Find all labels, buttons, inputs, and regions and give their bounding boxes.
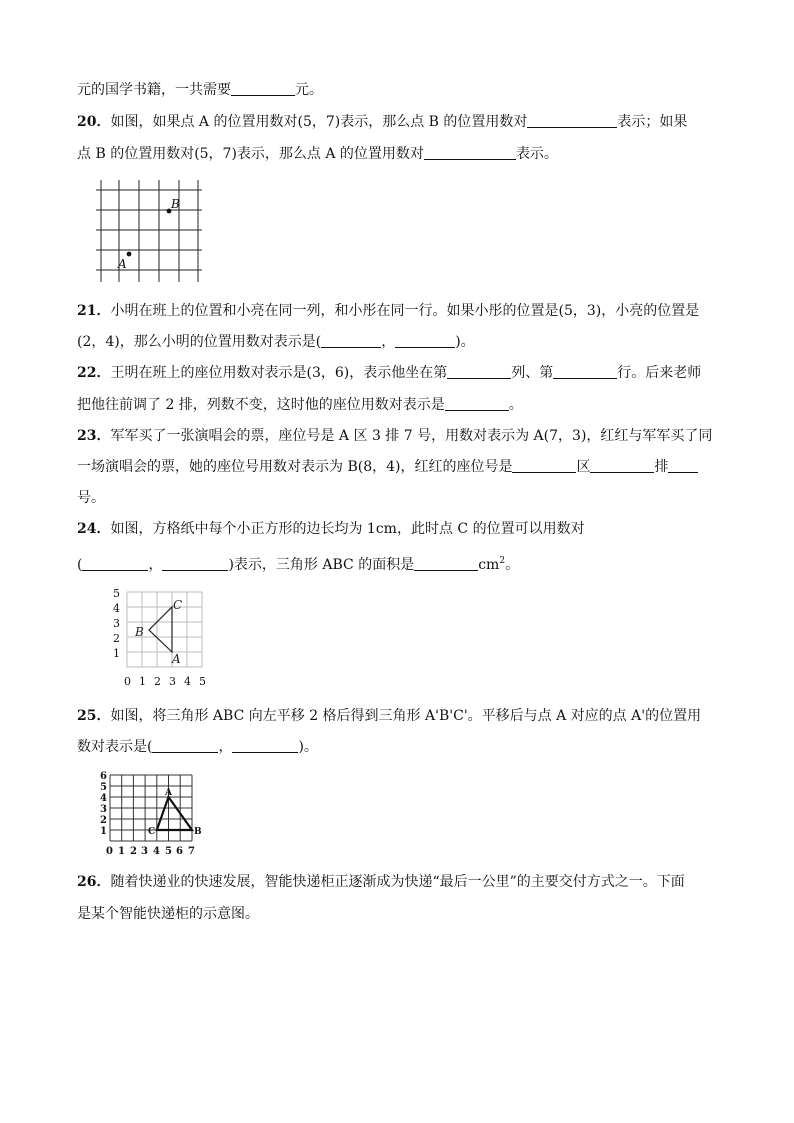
q24-x-tick: 3 — [169, 675, 176, 688]
q25-x-tick: 6 — [176, 846, 183, 857]
q22-blank-1[interactable] — [447, 364, 511, 379]
q23-number: 23． — [77, 428, 111, 444]
q22-text-2: 把他往前调了 2 排，列数不变，这时他的座位用数对表示是 — [77, 397, 445, 413]
q22-text-b: 列、第 — [511, 365, 554, 381]
q24-text-end: 。 — [505, 557, 520, 573]
q25-y-tick: 3 — [100, 804, 107, 815]
q20-point-a — [127, 252, 132, 257]
q24-paren: ( — [77, 557, 83, 573]
q25-y-tick: 5 — [100, 782, 107, 793]
q24-grid-figure — [110, 586, 220, 690]
q22-blank-2[interactable] — [553, 364, 617, 379]
q25-line-1 — [77, 706, 701, 726]
q24-blank-3[interactable] — [414, 556, 478, 571]
q26-number: 26． — [77, 874, 111, 890]
q25-text-2: 数对表示是( — [77, 739, 153, 755]
q23-text-3: 号。 — [77, 490, 105, 506]
q20-number: 20． — [77, 114, 111, 130]
q23-blank-2[interactable] — [590, 458, 654, 473]
q25-sep: ， — [218, 739, 233, 755]
q22-number: 22． — [77, 365, 111, 381]
q20-blank-1[interactable] — [527, 113, 617, 128]
q24-line-1 — [77, 519, 585, 539]
q22-text: 王明在班上的座位用数对表示是(3，6)，表示他坐在第 — [110, 365, 448, 381]
q20-label-a: A — [118, 257, 127, 271]
q20-line-1 — [77, 112, 687, 132]
q23-line-2 — [77, 457, 698, 477]
q21-text-2: (2，4)，那么小明的位置用数对表示是( — [77, 334, 322, 350]
q19-line — [77, 80, 323, 100]
q24-y-tick: 4 — [113, 602, 120, 615]
q25-number: 25． — [77, 708, 111, 724]
q25-y-tick: 1 — [100, 826, 107, 837]
q25-label-b: B — [194, 827, 202, 837]
q20-grid-figure — [96, 178, 206, 288]
q24-x-tick: 1 — [139, 675, 146, 688]
q24-y-tick: 2 — [113, 632, 120, 645]
q20-text: 如图，如果点 A 的位置用数对(5，7)表示，那么点 B 的位置用数对 — [110, 114, 528, 130]
q25-y-tick: 2 — [100, 815, 107, 826]
q19-text: 元的国学书籍，一共需要 — [77, 82, 231, 98]
q24-text-2: )表示，三角形 ABC 的面积是 — [228, 557, 415, 573]
q23-blank-3[interactable] — [668, 458, 698, 473]
q25-x-tick: 5 — [165, 846, 172, 857]
q25-label-c: C — [148, 827, 156, 837]
q25-text: 如图，将三角形 ABC 向左平移 2 格后得到三角形 A'B'C'。平移后与点 A 对应的点 A'的位置用 — [110, 708, 702, 724]
q24-sep: ， — [148, 557, 163, 573]
q24-line-2 — [77, 551, 519, 575]
q24-x-tick: 2 — [154, 675, 161, 688]
q25-line-2 — [77, 737, 318, 757]
q25-x-tick: 0 — [106, 846, 113, 857]
q22-line-1 — [77, 363, 701, 383]
q25-y-axis-labels — [100, 771, 107, 837]
q24-x-tick: 5 — [199, 675, 206, 688]
q20-text-2b: 表示。 — [515, 146, 558, 162]
q25-blank-2[interactable] — [232, 738, 298, 753]
q25-grid-figure — [98, 770, 208, 860]
q21-blank-1[interactable] — [321, 333, 381, 348]
q25-label-a: A — [165, 788, 172, 798]
q24-text: 如图，方格纸中每个小正方形的边长均为 1cm，此时点 C 的位置可以用数对 — [110, 521, 585, 537]
q25-triangle — [157, 797, 192, 830]
q22-text-c: 行。后来老师 — [617, 365, 702, 381]
q21-line-1 — [77, 301, 699, 321]
q23-line-3 — [77, 488, 105, 508]
q25-x-tick: 1 — [118, 846, 125, 857]
q21-number: 21． — [77, 303, 111, 319]
q24-x-tick: 4 — [184, 675, 191, 688]
q25-y-tick: 4 — [100, 793, 107, 804]
q24-blank-1[interactable] — [82, 556, 148, 571]
q21-line-2 — [77, 332, 475, 352]
q23-line-1 — [77, 426, 712, 446]
q25-x-axis-labels — [106, 846, 195, 857]
q24-y-tick: 1 — [113, 647, 120, 660]
q20-blank-2[interactable] — [424, 145, 516, 160]
q25-blank-1[interactable] — [152, 738, 218, 753]
q25-y-tick: 6 — [100, 771, 107, 782]
q22-text-end: 。 — [508, 397, 523, 413]
q24-y-tick: 3 — [113, 617, 120, 630]
q20-text-b: 表示；如果 — [617, 114, 688, 130]
q25-x-tick: 4 — [153, 846, 160, 857]
q24-label-b: B — [135, 625, 144, 639]
q24-triangle — [149, 607, 172, 652]
q24-label-c: C — [173, 598, 183, 612]
q24-unit: cm — [478, 557, 500, 573]
q24-x-tick: 0 — [124, 675, 131, 688]
q24-label-a: A — [172, 652, 181, 666]
q26-line-2 — [77, 904, 259, 924]
q26-text-2: 是某个智能快递柜的示意图。 — [77, 906, 259, 922]
q26-text: 随着快递业的快速发展，智能快递柜正逐渐成为快递“最后一公里”的主要交付方式之一。下面 — [110, 874, 685, 890]
q20-text-2: 点 B 的位置用数对(5，7)表示，那么点 A 的位置用数对 — [77, 146, 424, 162]
q20-label-b: B — [171, 197, 180, 211]
q24-blank-2[interactable] — [162, 556, 228, 571]
q25-x-tick: 2 — [130, 846, 137, 857]
q24-y-tick: 5 — [113, 587, 120, 600]
q21-sep: ， — [381, 334, 396, 350]
q19-blank[interactable] — [231, 81, 295, 96]
q25-text-end: )。 — [298, 739, 318, 755]
q21-text: 小明在班上的位置和小亮在同一列，和小彤在同一行。如果小彤的位置是(5，3)，小亮的位置是 — [110, 303, 700, 319]
q22-blank-3[interactable] — [445, 396, 509, 411]
q25-x-tick: 3 — [141, 846, 148, 857]
q24-number: 24． — [77, 521, 111, 537]
q23-text: 军军买了一张演唱会的票，座位号是 A 区 3 排 7 号，用数对表示为 A(7，3)，红红与军军买了同 — [110, 428, 713, 444]
q24-y-axis-labels — [113, 587, 120, 660]
q23-blank-1[interactable] — [512, 458, 576, 473]
q24-unit-sup: 2 — [499, 556, 506, 566]
q24-x-axis-labels — [124, 675, 206, 688]
q26-line-1 — [77, 872, 685, 892]
q25-x-tick: 7 — [188, 846, 195, 857]
q19-text-end: 元。 — [295, 82, 323, 98]
q21-blank-2[interactable] — [395, 333, 455, 348]
q22-line-2 — [77, 395, 523, 415]
q23-text-b: 区 — [576, 459, 591, 475]
q21-text-end: )。 — [455, 334, 475, 350]
q23-text-c: 排 — [654, 459, 669, 475]
q23-text-2: 一场演唱会的票，她的座位号用数对表示为 B(8，4)，红红的座位号是 — [77, 459, 513, 475]
q20-line-2 — [77, 144, 558, 164]
